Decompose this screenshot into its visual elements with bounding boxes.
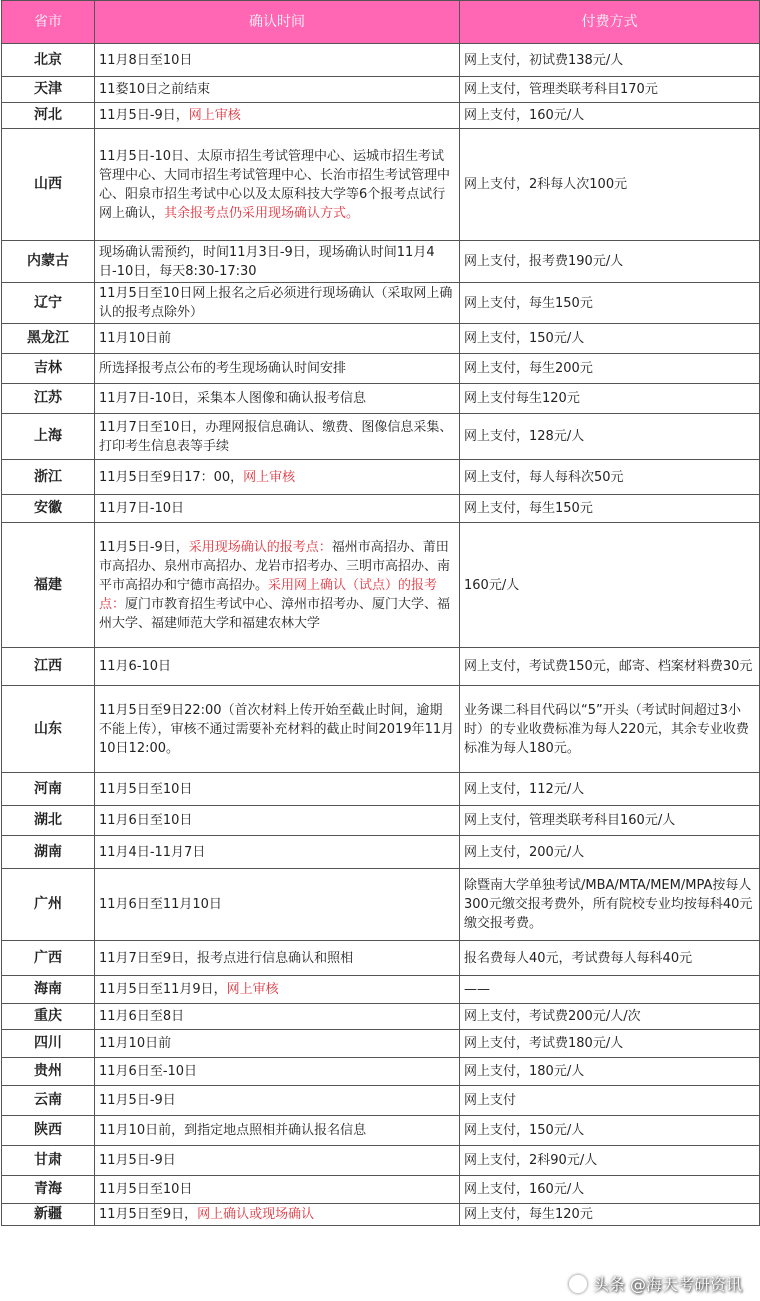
time-text: 11月5日至9日17：00，: [99, 469, 244, 485]
table-row: [2, 1004, 760, 1030]
time-text: 厦门市教育招生考试中心、漳州市招考办、厦门大学、福州大学、福建师范大学和福建农林大学: [99, 596, 451, 631]
time-text: 所选择报考点公布的考生现场确认时间安排: [99, 361, 347, 376]
table-row: [2, 686, 760, 773]
table-row: [2, 103, 760, 129]
province-cell: 广西: [2, 941, 95, 976]
table-row: [2, 648, 760, 686]
table-row: [2, 44, 760, 77]
time-text: 11婺10日之前结束: [99, 82, 211, 97]
confirmation-time-cell: [95, 324, 460, 354]
confirmation-time-cell: [95, 806, 460, 836]
payment-method-cell: 网上支付，每人每科次50元: [460, 460, 760, 495]
table-row: [2, 523, 760, 648]
payment-method-cell: 网上支付，管理类联考科目160元/人: [460, 806, 760, 836]
time-text: 11月7日-10日: [99, 501, 185, 516]
province-cell: 云南: [2, 1086, 95, 1116]
confirmation-time-cell: [95, 1204, 460, 1226]
time-text: 11月5日至10日: [99, 781, 193, 797]
time-text: 11月5日至10日: [99, 1182, 193, 1197]
payment-method-cell: 除暨南大学单独考试/MBA/MTA/MEM/MPA按每人300元缴交报考费外，所有院校专业均按每科40元缴交报考费。: [460, 869, 760, 941]
highlighted-note: 网上审核: [188, 108, 241, 123]
confirmation-time-cell: [95, 1004, 460, 1030]
province-cell: 辽宁: [2, 283, 95, 324]
time-text: 11月6日至10日: [99, 813, 193, 828]
payment-method-cell: 网上支付，每生150元: [460, 495, 760, 523]
payment-method-cell: 业务课二科目代码以“5”开头（考试时间超过3小时）的专业收费标准为每人220元，其余专业收费标准为每人180元。: [460, 686, 760, 773]
province-cell: 天津: [2, 77, 95, 103]
payment-method-cell: 网上支付，2科90元/人: [460, 1146, 760, 1176]
confirmation-time-cell: [95, 686, 460, 773]
province-cell: 广州: [2, 869, 95, 941]
province-cell: 吉林: [2, 354, 95, 384]
province-cell: 贵州: [2, 1058, 95, 1086]
province-cell: 陕西: [2, 1116, 95, 1146]
highlighted-note: 网上审核: [243, 469, 296, 485]
payment-method-cell: 网上支付，每生120元: [460, 1204, 760, 1226]
table-row: [2, 354, 760, 384]
payment-method-cell: 网上支付，报考费190元/人: [460, 241, 760, 283]
confirmation-time-cell: [95, 460, 460, 495]
time-text: 11月10日前: [99, 1036, 172, 1051]
confirmation-time-cell: [95, 523, 460, 648]
confirmation-time-cell: [95, 976, 460, 1004]
table-row: [2, 414, 760, 460]
confirmation-time-cell: [95, 354, 460, 384]
table-row: [2, 941, 760, 976]
province-cell: 江苏: [2, 384, 95, 414]
payment-method-cell: 网上支付，考试费180元/人: [460, 1030, 760, 1058]
time-text: 现场确认需预约，时间11月3日-9日，现场确认时间11月4日-10日，每天8:30-17:30: [99, 244, 435, 279]
watermark-logo-icon: [569, 1275, 587, 1293]
province-cell: 上海: [2, 414, 95, 460]
table-row: [2, 460, 760, 495]
table-header-row: [2, 1, 760, 44]
table-row: [2, 241, 760, 283]
payment-method-cell: 网上支付: [460, 1086, 760, 1116]
confirmation-time-cell: [95, 1058, 460, 1086]
confirmation-time-cell: [95, 869, 460, 941]
time-text: 11月8日至10日: [99, 52, 193, 68]
province-cell: 四川: [2, 1030, 95, 1058]
payment-method-cell: 网上支付，2科每人次100元: [460, 129, 760, 241]
table-row: [2, 1146, 760, 1176]
payment-method-cell: 网上支付，考试费150元，邮寄、档案材料费30元: [460, 648, 760, 686]
province-cell: 甘肃: [2, 1146, 95, 1176]
payment-method-cell: 网上支付，150元/人: [460, 1116, 760, 1146]
highlighted-note: 采用现场确认的报考点：: [188, 539, 332, 555]
payment-method-cell: 网上支付，150元/人: [460, 324, 760, 354]
header-time: 确认时间: [95, 1, 460, 44]
table-row: [2, 1116, 760, 1146]
time-text: 11月4日-11月7日: [99, 844, 206, 860]
table-row: [2, 324, 760, 354]
payment-method-cell: 报名费每人40元，考试费每人每科40元: [460, 941, 760, 976]
province-cell: 黑龙江: [2, 324, 95, 354]
confirmation-time-cell: [95, 77, 460, 103]
highlighted-note: 其余报考点仍采用现场确认方式。: [164, 205, 360, 221]
confirmation-time-cell: [95, 1086, 460, 1116]
table-row: [2, 976, 760, 1004]
table-row: [2, 806, 760, 836]
time-text: 11月5日至11月9日，: [99, 982, 227, 997]
province-cell: 青海: [2, 1176, 95, 1204]
province-cell: 山西: [2, 129, 95, 241]
table-row: [2, 1058, 760, 1086]
province-cell: 内蒙古: [2, 241, 95, 283]
exam-confirmation-table: [1, 0, 760, 1226]
payment-method-cell: 网上支付，考试费200元/人/次: [460, 1004, 760, 1030]
confirmation-time-cell: [95, 44, 460, 77]
payment-method-cell: 网上支付，128元/人: [460, 414, 760, 460]
payment-method-cell: ——: [460, 976, 760, 1004]
province-cell: 河南: [2, 773, 95, 806]
time-text: 11月10日前，到指定地点照相并确认报名信息: [99, 1123, 367, 1138]
confirmation-time-cell: [95, 103, 460, 129]
header-payment: 付费方式: [460, 1, 760, 44]
time-text: 福州市高招办、莆田市高招办、泉州市高招办、龙岩市招考办、三明市高招办、南平市高招办和宁德市高招办。: [99, 539, 451, 593]
table-row: [2, 495, 760, 523]
province-cell: 海南: [2, 976, 95, 1004]
confirmation-time-cell: [95, 1146, 460, 1176]
table-row: [2, 1086, 760, 1116]
header-province: 省市: [2, 1, 95, 44]
table-row: [2, 384, 760, 414]
payment-method-cell: 网上支付，160元/人: [460, 103, 760, 129]
time-text: 11月7日至10日，办理网报信息确认、缴费、图像信息采集、打印考生信息表等手续: [99, 419, 453, 454]
table-row: [2, 77, 760, 103]
time-text: 11月5日-9日: [99, 1093, 176, 1108]
confirmation-time-cell: [95, 773, 460, 806]
province-cell: 河北: [2, 103, 95, 129]
table-row: [2, 836, 760, 869]
confirmation-time-cell: [95, 495, 460, 523]
confirmation-time-cell: [95, 241, 460, 283]
confirmation-time-cell: [95, 836, 460, 869]
province-cell: 江西: [2, 648, 95, 686]
province-cell: 福建: [2, 523, 95, 648]
confirmation-time-cell: [95, 384, 460, 414]
time-text: 11月6日至8日: [99, 1009, 185, 1024]
confirmation-time-cell: [95, 283, 460, 324]
time-text: 11月5日-10日、太原市招生考试管理中心、运城市招生考试管理中心、大同市招生考试管理中心、长治市招生考试管理中心、阳泉市招生考试中心以及太原科技大学等6个报考点试行网上确认，: [99, 148, 451, 221]
payment-method-cell: 网上支付，112元/人: [460, 773, 760, 806]
highlighted-note: 网上审核: [226, 982, 279, 997]
province-cell: 浙江: [2, 460, 95, 495]
confirmation-time-cell: [95, 1116, 460, 1146]
payment-method-cell: 网上支付，每生200元: [460, 354, 760, 384]
time-text: 11月5日-9日，: [99, 539, 189, 555]
confirmation-time-cell: [95, 129, 460, 241]
watermark-text: 头条 @海天考研资讯: [592, 1275, 742, 1294]
highlighted-note: 网上确认或现场确认: [197, 1207, 315, 1222]
payment-method-cell: 网上支付，初试费138元/人: [460, 44, 760, 77]
province-cell: 湖北: [2, 806, 95, 836]
payment-method-cell: 网上支付每生120元: [460, 384, 760, 414]
payment-method-cell: 网上支付，每生150元: [460, 283, 760, 324]
province-cell: 重庆: [2, 1004, 95, 1030]
payment-method-cell: 网上支付，200元/人: [460, 836, 760, 869]
table-row: [2, 869, 760, 941]
province-cell: 山东: [2, 686, 95, 773]
time-text: 11月10日前: [99, 331, 172, 346]
payment-method-cell: 网上支付，管理类联考科目170元: [460, 77, 760, 103]
table-row: [2, 1030, 760, 1058]
time-text: 11月6日至-10日: [99, 1064, 198, 1079]
confirmation-time-cell: [95, 1176, 460, 1204]
province-cell: 安徽: [2, 495, 95, 523]
time-text: 11月7日至9日，报考点进行信息确认和照相: [99, 950, 354, 966]
time-text: 11月6日至11月10日: [99, 897, 222, 912]
time-text: 11月5日-9日，: [99, 108, 189, 123]
time-text: 11月7日-10日，采集本人图像和确认报考信息: [99, 391, 367, 406]
time-text: 11月5日-9日: [99, 1153, 176, 1168]
province-cell: 北京: [2, 44, 95, 77]
table-row: [2, 1176, 760, 1204]
table-row: [2, 773, 760, 806]
confirmation-time-cell: [95, 648, 460, 686]
confirmation-time-cell: [95, 1030, 460, 1058]
payment-method-cell: 网上支付，180元/人: [460, 1058, 760, 1086]
table-row: [2, 283, 760, 324]
table-row: [2, 1204, 760, 1226]
payment-method-cell: 160元/人: [460, 523, 760, 648]
time-text: 11月5日至9日22:00（首次材料上传开始至截止时间，逾期不能上传），审核不通过需要补充材料的截止时间2019年11月10日12:00。: [99, 702, 455, 756]
confirmation-time-cell: [95, 414, 460, 460]
time-text: 11月5日至9日，: [99, 1207, 198, 1222]
time-text: 11月5日至10日网上报名之后必须进行现场确认（采取网上确认的报考点除外）: [99, 286, 453, 320]
time-text: 11月6-10日: [99, 659, 172, 674]
payment-method-cell: 网上支付，160元/人: [460, 1176, 760, 1204]
table-row: [2, 129, 760, 241]
highlighted-note: 采用网上确认（试点）的报考点：: [99, 577, 438, 612]
watermark: [563, 1272, 742, 1295]
province-cell: 新疆: [2, 1204, 95, 1226]
province-cell: 湖南: [2, 836, 95, 869]
confirmation-time-cell: [95, 941, 460, 976]
